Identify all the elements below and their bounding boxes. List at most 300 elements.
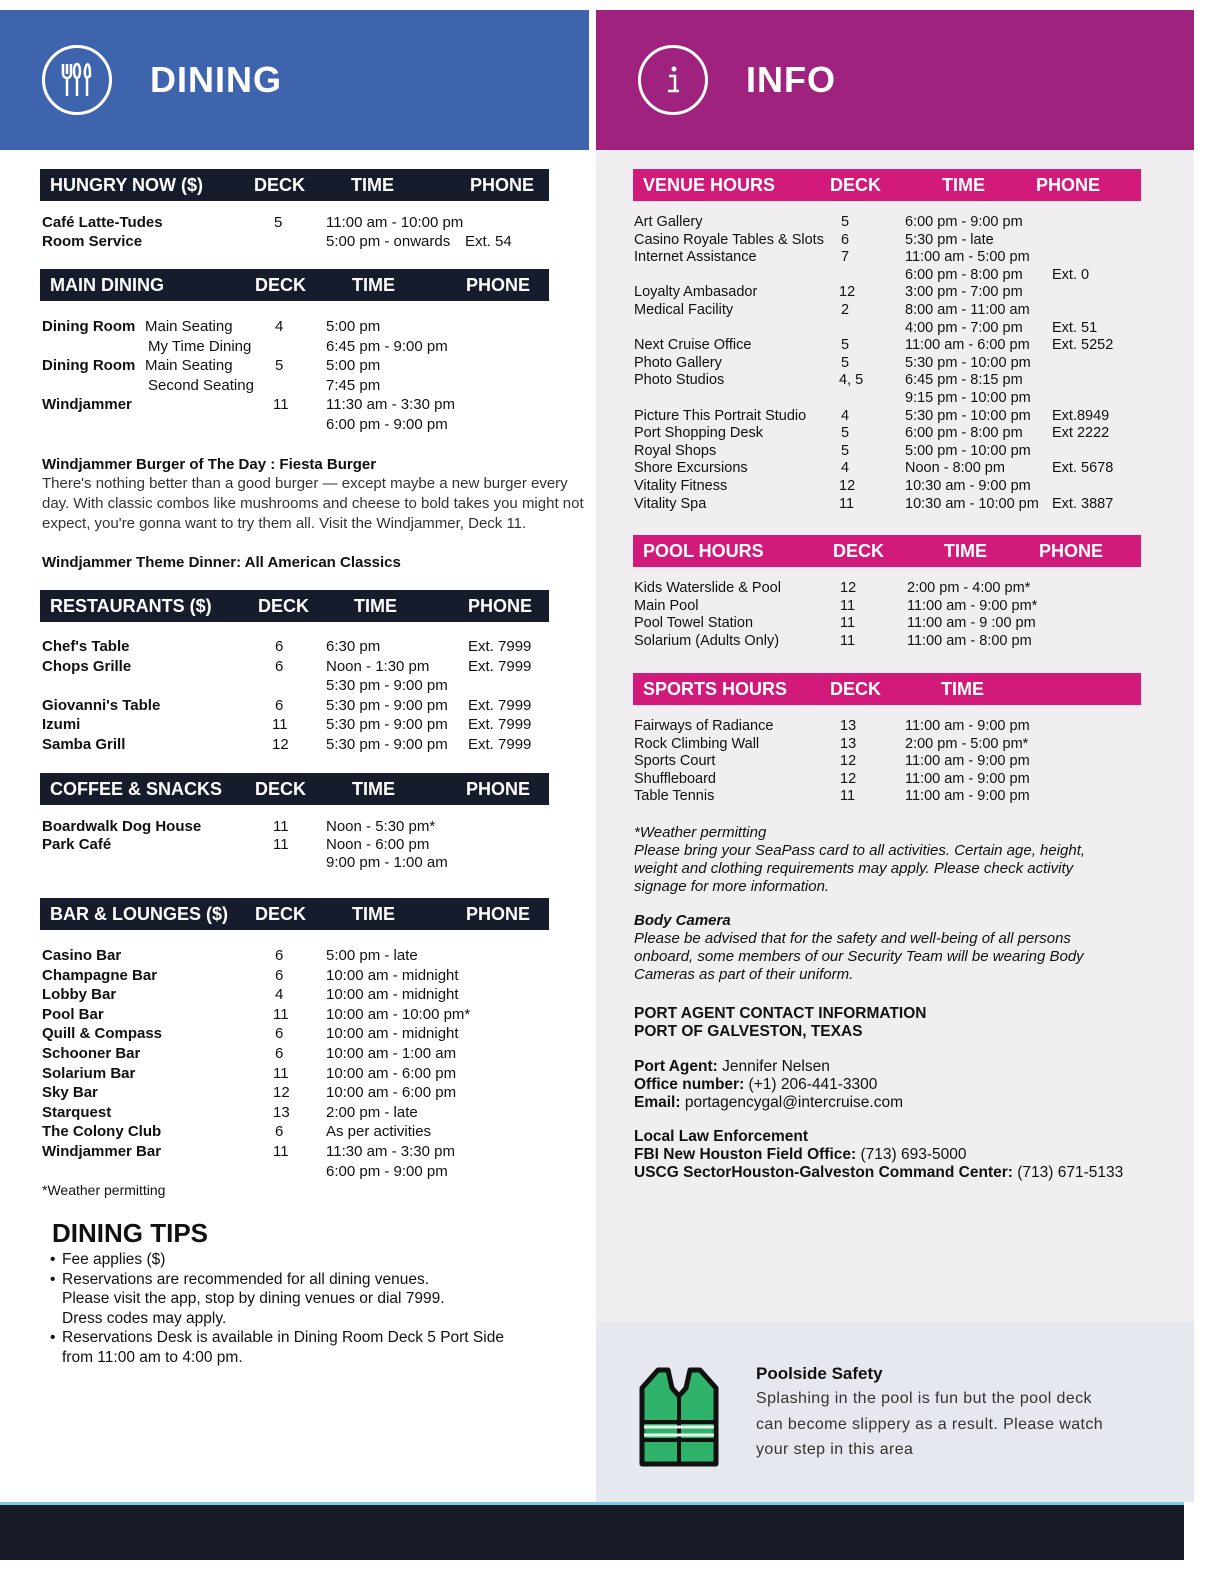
list-item [50, 1270, 504, 1329]
main-dining-header [40, 269, 549, 301]
venue-name: Dining Room [42, 318, 136, 335]
deck: 11 [840, 597, 856, 614]
deck: 2 [841, 301, 850, 318]
column-header: DECK [255, 275, 307, 295]
venue-name: Fairways of Radiance [634, 718, 774, 734]
restaurants-table [42, 638, 552, 756]
column-header: DECK [833, 541, 885, 561]
table-row [634, 580, 1144, 598]
safety-text: your step in this area [756, 1441, 914, 1458]
deck: 11 [273, 1064, 289, 1082]
time: Noon - 8:00 pm [905, 460, 1005, 477]
table-row [634, 232, 1144, 250]
seapass-text: Please bring your SeaPass card to all activities. Certain age, height, [634, 842, 1086, 859]
table-row [42, 233, 552, 252]
time: 10:00 am - 6:00 pm [326, 1084, 457, 1102]
table-row [634, 425, 1144, 443]
venue-name: Schooner Bar [42, 1044, 141, 1062]
venue-name: Sky Bar [42, 1084, 98, 1102]
tip-text: from 11:00 am to 4:00 pm. [62, 1348, 243, 1366]
table-row [634, 320, 1144, 338]
safety-vest-icon [636, 1366, 722, 1475]
bar-lounges-header [40, 898, 549, 930]
time: 5:00 pm [326, 357, 381, 375]
time: 5:30 pm - 10:00 pm [905, 407, 1031, 424]
deck: 11 [272, 716, 288, 734]
table-row [634, 771, 1144, 789]
venue-name: Photo Gallery [634, 354, 722, 371]
table-row [42, 1104, 552, 1124]
safety-text: can become slippery as a result. Please watch [756, 1416, 1104, 1433]
venue-name: Dining Room [42, 357, 136, 375]
venue-name: Windjammer [42, 396, 132, 414]
table-row [634, 408, 1144, 426]
weather-permitting: *Weather permitting [634, 824, 767, 841]
column-header: PHONE [1036, 175, 1101, 195]
venue-name: Solarium Bar [42, 1064, 136, 1082]
office-number-value: (+1) 206-441-3300 [744, 1076, 878, 1093]
column-header: DECK [254, 175, 306, 195]
office-number-label: Office number: [634, 1076, 745, 1093]
body-camera-text: onboard, some members of our Security Team will be wearing Body [634, 948, 1084, 965]
phone: Ext. 7999 [468, 696, 532, 714]
phone: Ext. 7999 [468, 657, 532, 675]
tip-text: Please visit the app, stop by dining venues or dial 7999. [62, 1290, 445, 1307]
deck: 11 [273, 396, 289, 414]
venue-name: Art Gallery [634, 214, 703, 230]
deck: 4, 5 [839, 372, 864, 389]
deck: 5 [841, 214, 850, 230]
column-header: MAIN DINING [50, 275, 164, 295]
deck: 12 [839, 284, 856, 301]
time: 10:00 am - midnight [326, 986, 459, 1004]
time: 11:00 am - 9:00 pm [905, 788, 1030, 805]
venue-name: Giovanni's Table [42, 696, 161, 714]
deck: 4 [841, 460, 850, 477]
table-row [634, 736, 1144, 754]
deck: 12 [840, 770, 857, 787]
list-item [50, 1250, 504, 1270]
phone: Ext. 3887 [1052, 495, 1114, 512]
uscg-label: USCG SectorHouston-Galveston Command Center: [634, 1164, 1013, 1181]
fbi-label: FBI New Houston Field Office: [634, 1146, 857, 1163]
tip-text: Reservations Desk is available in Dining Room Deck 5 Port Side [62, 1329, 504, 1346]
column-header: DECK [255, 904, 307, 924]
venue-name: Photo Studios [634, 372, 725, 389]
column-header: PHONE [468, 596, 533, 616]
burger-desc-line: day. With classic combos like mushrooms and cheese to bold takes you might not [42, 495, 584, 512]
table-row [42, 638, 552, 658]
table-row [634, 753, 1144, 771]
deck: 6 [275, 947, 284, 964]
phone: Ext. 51 [1052, 319, 1098, 336]
table-row [634, 372, 1144, 390]
deck: 12 [273, 1084, 290, 1102]
column-header: PHONE [466, 904, 531, 924]
uscg-value: (713) 671-5133 [1012, 1164, 1124, 1181]
table-row [42, 1065, 552, 1085]
time: 5:30 pm - late [905, 231, 994, 248]
time: 11:00 am - 10:00 pm [326, 214, 464, 231]
column-header: HUNGRY NOW ($) [50, 175, 203, 195]
venue-name: Solarium (Adults Only) [634, 632, 780, 649]
table-row [42, 318, 552, 338]
venue-name: Vitality Spa [634, 495, 707, 512]
table-row [634, 214, 1144, 232]
column-header: DECK [255, 779, 307, 799]
venue-name: Samba Grill [42, 735, 126, 753]
pool-hours-table [634, 580, 1144, 650]
time: Noon - 1:30 pm [326, 657, 430, 675]
sports-hours-table [634, 718, 1144, 806]
port-agent-line [634, 1058, 830, 1076]
table-row [634, 443, 1144, 461]
venue-name: Windjammer Bar [42, 1142, 162, 1160]
deck: 4 [275, 986, 284, 1004]
phone: Ext. 0 [1052, 266, 1090, 283]
deck: 11 [273, 1005, 289, 1023]
time: 5:30 pm - 9:00 pm [326, 716, 448, 734]
list-item [50, 1328, 504, 1367]
column-header: POOL HOURS [643, 541, 764, 561]
column-header: TIME [351, 175, 394, 195]
email-value: portagencygal@intercruise.com [680, 1094, 904, 1111]
deck: 12 [840, 753, 857, 770]
coffee-snacks-header [40, 773, 549, 805]
deck: 5 [841, 337, 850, 354]
body-camera-text: Cameras as part of their uniform. [634, 966, 854, 983]
dining-header [0, 10, 589, 150]
table-row [42, 357, 552, 377]
time: 6:45 pm - 8:15 pm [905, 372, 1023, 389]
time: 11:30 am - 3:30 pm [326, 396, 455, 414]
deck: 12 [839, 477, 856, 494]
burger-title: Windjammer Burger of The Day : Fiesta Burger [42, 456, 377, 473]
table-row [42, 1143, 552, 1163]
deck: 13 [840, 735, 857, 752]
poolside-safety-panel [596, 1322, 1194, 1502]
venue-name: Quill & Compass [42, 1025, 163, 1043]
deck: 4 [841, 407, 850, 424]
table-row [42, 986, 552, 1006]
deck: 12 [272, 735, 289, 753]
table-row [42, 1006, 552, 1026]
time: 5:30 pm - 9:00 pm [326, 735, 448, 753]
venue-name: Pool Bar [42, 1005, 104, 1023]
deck: 12 [840, 580, 857, 596]
table-row [42, 697, 552, 717]
deck: 6 [841, 231, 850, 248]
deck: 6 [275, 1123, 284, 1141]
port-agent-value: Jennifer Nelsen [717, 1058, 830, 1075]
venue-name: Next Cruise Office [634, 337, 752, 354]
table-row [42, 967, 552, 987]
deck: 6 [275, 638, 284, 655]
table-row [42, 1123, 552, 1143]
venue-name: Internet Assistance [634, 249, 757, 266]
venue-name: Medical Facility [634, 301, 734, 318]
time: 10:30 am - 10:00 pm [905, 495, 1039, 512]
venue-name: Pool Towel Station [634, 615, 754, 632]
deck: 6 [275, 966, 284, 984]
seating: Second Seating [148, 376, 254, 394]
phone: Ext. 54 [465, 233, 512, 250]
body-camera-text: Please be advised that for the safety and well-being of all persons [634, 930, 1071, 947]
venue-hours-header [633, 169, 1141, 201]
column-header: BAR & LOUNGES ($) [50, 904, 229, 924]
table-row [634, 355, 1144, 373]
table-row [634, 284, 1144, 302]
table-row [42, 396, 552, 416]
phone: Ext. 5252 [1052, 337, 1114, 354]
venue-name: Champagne Bar [42, 966, 158, 984]
time: 5:30 pm - 10:00 pm [905, 354, 1031, 371]
tip-text: Dress codes may apply. [62, 1309, 227, 1327]
port-heading: PORT OF GALVESTON, TEXAS [634, 1023, 863, 1040]
venue-name: Starquest [42, 1103, 112, 1121]
venue-name: Chops Grille [42, 657, 132, 675]
table-row [634, 337, 1144, 355]
port-agent-label: Port Agent: [634, 1058, 718, 1075]
theme-dinner: Windjammer Theme Dinner: All American Classics [42, 554, 401, 571]
column-header: PHONE [1039, 541, 1104, 561]
time: 7:45 pm [326, 376, 381, 394]
time: 5:00 pm [326, 318, 381, 335]
venue-name: Royal Shops [634, 442, 717, 459]
burger-desc-line: There's nothing better than a good burger — except maybe a new burger every [42, 475, 568, 492]
time: 10:00 am - 1:00 am [326, 1044, 457, 1062]
dining-title: DINING [150, 59, 282, 100]
venue-name: Vitality Fitness [634, 477, 728, 494]
venue-name: Boardwalk Dog House [42, 818, 202, 835]
column-header: TIME [352, 779, 395, 799]
phone: Ext. 7999 [468, 735, 532, 753]
time: 6:45 pm - 9:00 pm [326, 337, 448, 355]
time: 11:30 am - 3:30 pm [326, 1142, 455, 1160]
time: 9:15 pm - 10:00 pm [905, 389, 1031, 406]
deck: 7 [841, 249, 850, 266]
time: 10:00 am - 6:00 pm [326, 1064, 457, 1082]
time: 6:00 pm - 9:00 pm [326, 1162, 448, 1180]
time: 11:00 am - 9:00 pm [905, 718, 1030, 734]
deck: 11 [840, 615, 856, 632]
time: 10:00 am - 10:00 pm* [326, 1005, 471, 1023]
phone: Ext. 7999 [468, 638, 532, 655]
deck: 5 [841, 442, 850, 459]
table-row [634, 460, 1144, 478]
venue-name: Shuffleboard [634, 770, 716, 787]
time: 5:00 pm - late [326, 947, 418, 964]
hungry-now-header [40, 169, 549, 201]
column-header: RESTAURANTS ($) [50, 596, 212, 616]
phone: Ext. 7999 [468, 716, 532, 734]
deck: 11 [273, 1142, 289, 1160]
table-row [634, 496, 1144, 514]
table-row [42, 338, 552, 358]
time: 11:00 am - 9:00 pm [905, 753, 1030, 770]
column-header: DECK [830, 679, 882, 699]
venue-name: Loyalty Ambasador [634, 284, 758, 301]
deck: 4 [275, 318, 284, 335]
column-header: PHONE [466, 275, 531, 295]
table-row [42, 416, 552, 436]
venue-name: Chef's Table [42, 638, 130, 655]
table-row [42, 1045, 552, 1065]
deck: 11 [839, 495, 855, 512]
seapass-text: signage for more information. [634, 878, 830, 895]
deck: 6 [275, 657, 284, 675]
deck: 6 [275, 1025, 284, 1043]
time: 3:00 pm - 7:00 pm [905, 284, 1023, 301]
venue-name: Casino Royale Tables & Slots [634, 231, 824, 248]
pool-hours-header [633, 535, 1141, 567]
venue-name: Café Latte-Tudes [42, 214, 163, 231]
venue-name: Picture This Portrait Studio [634, 407, 807, 424]
email-label: Email: [634, 1094, 681, 1111]
time: 11:00 am - 9 :00 pm [907, 615, 1036, 632]
column-header: PHONE [470, 175, 535, 195]
law-enforcement-title: Local Law Enforcement [634, 1128, 808, 1145]
time: 11:00 am - 8:00 pm [907, 632, 1032, 649]
time: As per activities [326, 1123, 432, 1141]
email-line [634, 1094, 903, 1112]
phone: Ext. 5678 [1052, 460, 1114, 477]
table-row [42, 736, 552, 756]
venue-name: Room Service [42, 233, 143, 250]
time: 5:30 pm - 9:00 pm [326, 677, 448, 695]
time: 10:30 am - 9:00 pm [905, 477, 1031, 494]
venue-hours-table [634, 214, 1144, 513]
seapass-text: weight and clothing requirements may apply. Please check activity [634, 860, 1074, 877]
office-number-line [634, 1076, 877, 1094]
table-row [42, 377, 552, 397]
time: Noon - 6:00 pm [326, 836, 430, 853]
main-dining-table [42, 318, 552, 436]
column-header: TIME [354, 596, 397, 616]
seating: Main Seating [145, 318, 233, 335]
safety-text: Splashing in the pool is fun but the pool deck [756, 1390, 1092, 1407]
table-row [634, 302, 1144, 320]
seating: Main Seating [145, 357, 233, 375]
venue-name: Casino Bar [42, 947, 122, 964]
body-camera-title: Body Camera [634, 912, 731, 929]
column-header: DECK [258, 596, 310, 616]
port-agent-heading: PORT AGENT CONTACT INFORMATION [634, 1005, 927, 1022]
info-icon [638, 45, 708, 115]
table-row [42, 214, 552, 233]
column-header: DECK [830, 175, 882, 195]
table-row [634, 615, 1144, 633]
table-row [634, 598, 1144, 616]
venue-name: Port Shopping Desk [634, 425, 763, 442]
time: 6:00 pm - 9:00 pm [905, 214, 1023, 230]
venue-name: Main Pool [634, 597, 699, 614]
uscg-line [634, 1164, 1123, 1182]
time: 5:00 pm - 10:00 pm [905, 442, 1031, 459]
venue-name: Kids Waterslide & Pool [634, 580, 781, 596]
restaurants-header [40, 590, 549, 622]
table-row [634, 633, 1144, 651]
time: 11:00 am - 5:00 pm [905, 249, 1030, 266]
time: 11:00 am - 9:00 pm* [907, 597, 1038, 614]
column-header: VENUE HOURS [643, 175, 776, 195]
time: 2:00 pm - late [326, 1103, 418, 1121]
column-header: TIME [352, 904, 395, 924]
footer-bar [0, 1505, 1184, 1560]
table-row [42, 658, 552, 678]
fork-knife-spoon-icon [42, 45, 112, 115]
column-header: TIME [352, 275, 395, 295]
venue-name: Rock Climbing Wall [634, 735, 760, 752]
table-row [42, 1163, 552, 1183]
table-row [42, 1025, 552, 1045]
table-row [42, 716, 552, 736]
table-row [634, 788, 1144, 806]
time: 4:00 pm - 7:00 pm [905, 319, 1023, 336]
deck: 11 [840, 632, 856, 649]
phone: Ext.8949 [1052, 407, 1110, 424]
column-header: TIME [944, 541, 987, 561]
deck: 6 [275, 1044, 284, 1062]
venue-name: Lobby Bar [42, 986, 117, 1004]
time: 6:00 pm - 8:00 pm [905, 425, 1023, 442]
venue-name: Shore Excursions [634, 460, 748, 477]
time: 8:00 am - 11:00 am [905, 301, 1030, 318]
column-header: TIME [942, 175, 985, 195]
venue-name: Izumi [42, 716, 81, 734]
tip-text: Fee applies ($) [62, 1251, 166, 1268]
deck: 13 [273, 1103, 290, 1121]
column-header: SPORTS HOURS [643, 679, 788, 699]
time: 6:00 pm - 9:00 pm [326, 415, 448, 433]
deck: 5 [841, 354, 850, 371]
table-row [634, 390, 1144, 408]
time: 2:00 pm - 4:00 pm* [907, 580, 1031, 596]
coffee-snacks-table [42, 818, 552, 872]
dining-tips-title: DINING TIPS [52, 1218, 209, 1248]
table-row [634, 267, 1144, 285]
fbi-line [634, 1146, 966, 1164]
seating: My Time Dining [148, 337, 252, 355]
time: 2:00 pm - 5:00 pm* [905, 735, 1029, 752]
deck: 11 [273, 836, 289, 853]
time: 6:30 pm [326, 638, 381, 655]
table-row [634, 249, 1144, 267]
column-header: TIME [941, 679, 984, 699]
table-row [634, 478, 1144, 496]
time: 11:00 am - 6:00 pm [905, 337, 1030, 354]
deck: 5 [274, 214, 283, 231]
weather-note: *Weather permitting [42, 1182, 166, 1198]
table-row [42, 677, 552, 697]
time: 6:00 pm - 8:00 pm [905, 266, 1023, 283]
dining-tips-list [50, 1250, 504, 1367]
table-row [42, 854, 552, 872]
phone: Ext 2222 [1052, 425, 1110, 442]
deck: 5 [841, 425, 850, 442]
table-row [42, 836, 552, 854]
hungry-now-table [42, 214, 552, 252]
info-header [596, 10, 1194, 150]
time: 11:00 am - 9:00 pm [905, 770, 1030, 787]
venue-name: Table Tennis [634, 788, 715, 805]
info-title: INFO [746, 59, 836, 100]
tip-text: Reservations are recommended for all dining venues. [62, 1270, 430, 1288]
venue-name: Sports Court [634, 753, 716, 770]
time: 5:00 pm - onwards [326, 233, 451, 250]
column-header: COFFEE & SNACKS [50, 779, 223, 799]
time: 10:00 am - midnight [326, 1025, 459, 1043]
